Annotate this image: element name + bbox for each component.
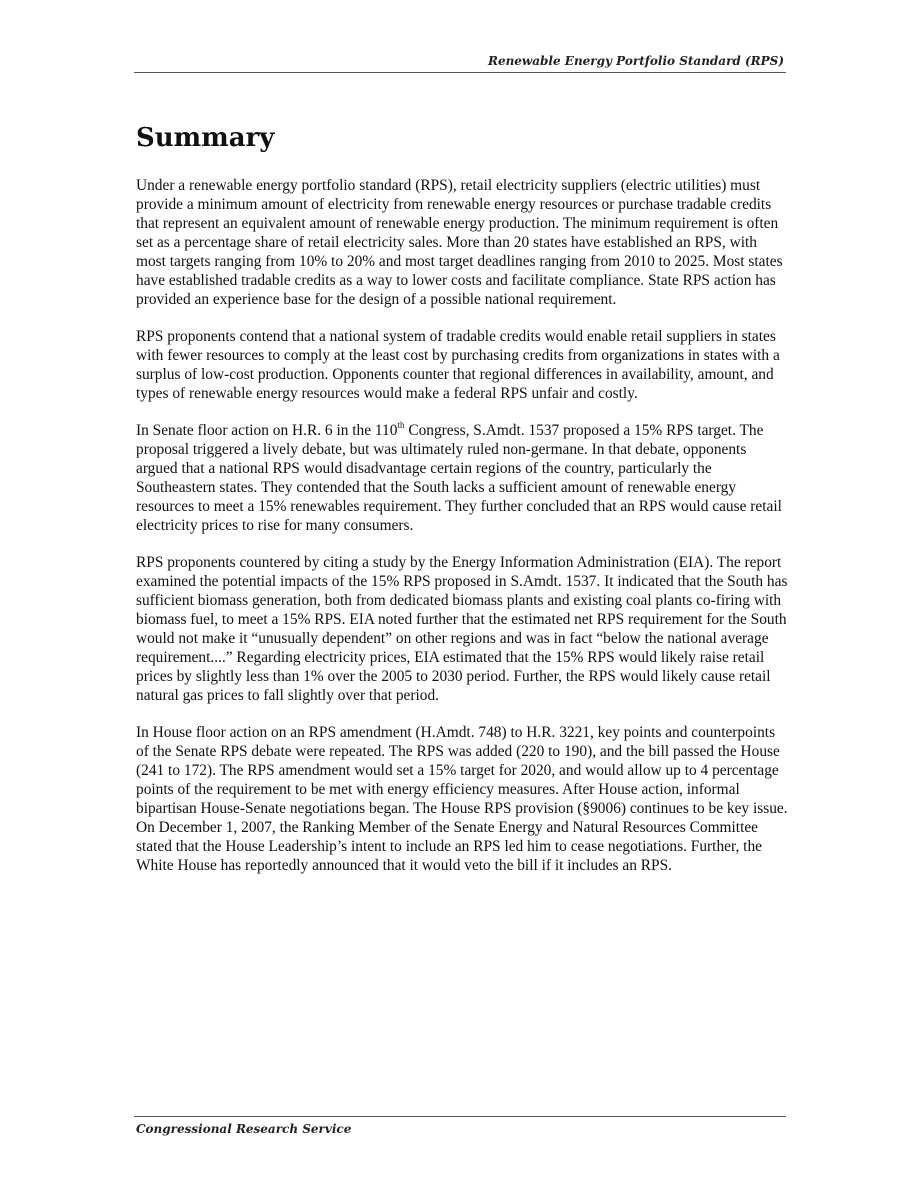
paragraph-state-rps: Under a renewable energy portfolio standard (RPS), retail electricity suppliers (electric utilities) must provide a minimum amount of electricity from renewable energy resources or purchase tradable credits that represent an equivalent amount of renewable energy production. The minimum requirement is often set as a percentage share of retail electricity sales. More than 20 states have established an RPS, with most targets ranging from 10% to 20% and most target deadlines ranging from 2010 to 2025. Most states have established tradable credits as a way to lower costs and facilitate compliance. State RPS action has provided an experience base for the design of a possible national requirement. bbox=[136, 177, 783, 308]
running-header bbox=[134, 54, 786, 73]
footer-organization: Congressional Research Service bbox=[136, 1122, 352, 1136]
paragraph-senate-action bbox=[136, 421, 788, 535]
paragraph-tradable-credits: RPS proponents contend that a national system of tradable credits would enable retail suppliers in states with fewer resources to comply at the least cost by purchasing credits from organizations in states with a surplus of low-cost production. Opponents counter that regional differences in availability, amount, and types of renewable energy resources would make a federal RPS unfair and costly. bbox=[136, 328, 780, 402]
running-header-title: Renewable Energy Portfolio Standard (RPS) bbox=[487, 54, 784, 68]
ordinal-superscript: th bbox=[397, 419, 405, 430]
summary-body bbox=[136, 176, 788, 893]
running-footer bbox=[134, 1116, 786, 1136]
paragraph-house-action: In House floor action on an RPS amendment (H.Amdt. 748) to H.R. 3221, key points and counterpoints of the Senate RPS debate were repeated. The RPS was added (220 to 190), and the bill passed the House (241 to 172). The RPS amendment would set a 15% target for 2020, and would allow up to 4 percentage points of the requirement to be met with energy efficiency measures. After House action, informal bipartisan House-Senate negotiations began. The House RPS provision (§9006) continues to be key issue. On December 1, 2007, the Ranking Member of the Senate Energy and Natural Resources Committee stated that the House Leadership’s intent to include an RPS led him to cease negotiations. Further, the White House has reportedly announced that it would veto the bill if it includes an RPS. bbox=[136, 724, 788, 874]
paragraph-eia-study: RPS proponents countered by citing a study by the Energy Information Administration (EIA). The report examined the potential impacts of the 15% RPS proposed in S.Amdt. 1537. It indicated that the South has sufficient biomass generation, both from dedicated biomass plants and existing coal plants co-firing with biomass fuel, to meet a 15% RPS. EIA noted further that the estimated net RPS requirement for the South would not make it “unusually dependent” on other regions and was in fact “below the national average requirement....” Regarding electricity prices, EIA estimated that the 15% RPS would likely raise retail prices by slightly less than 1% over the 2005 to 2030 period. Further, the RPS would likely cause retail natural gas prices to fall slightly over that period. bbox=[136, 554, 788, 704]
page-title: Summary bbox=[136, 123, 275, 153]
senate-text-end: Congress, S.Amdt. 1537 proposed a 15% RPS target. The proposal triggered a lively debate, but was ultimately ruled non-germane. In that debate, opponents argued that a national RPS would disadvantage certain regions of the country, particularly the Southeastern states. They contended that the South lacks a sufficient amount of renewable energy resources to meet a 15% renewables requirement. They further concluded that an RPS would cause retail electricity prices to rise for many consumers. bbox=[136, 422, 782, 534]
senate-text-start: In Senate floor action on H.R. 6 in the 110 bbox=[136, 422, 398, 439]
